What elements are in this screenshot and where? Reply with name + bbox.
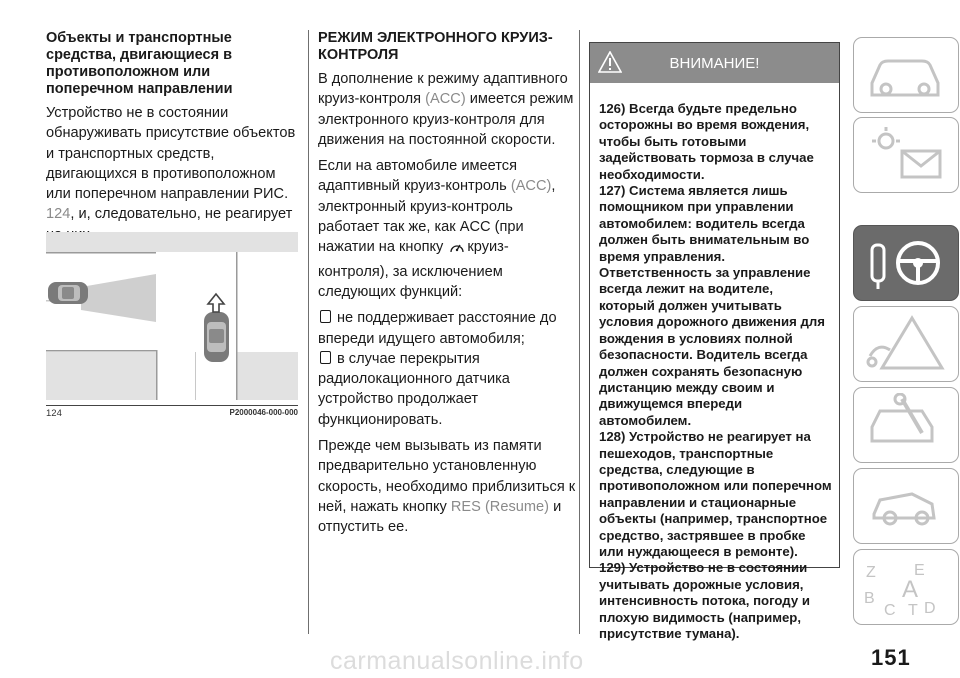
warning-lights-message-icon [862,123,948,185]
road-scene-illustration [46,232,298,400]
warning-body [590,83,839,642]
paragraph-text: Устройство не в состоянии обнаруживать присутствие объектов и транспортных средств, двигающихся в противоположном или поперечном направлении РИС. [46,105,296,203]
section-heading-opposite-objects: Объекты и транспортные средства, двигающиеся в противоположном или поперечном направлении [46,30,233,97]
tab-starting-driving[interactable] [853,225,959,301]
tab-technical-data[interactable] [853,468,959,544]
tab-index[interactable] [853,549,959,625]
column-divider [308,30,309,634]
paragraph-text: круиз-контроля), за исключением следующих функций: [318,239,509,300]
paragraph-text: и отпустить ее. [318,498,562,536]
car-service-wrench-icon [862,393,948,455]
cruise-control-button-icon [449,241,465,261]
left-column [46,30,298,251]
paragraph-text: Если на автомобиле имеется адаптивный круиз-контроль [318,158,518,195]
svg-text:T: T [908,602,918,617]
opposite-objects-paragraph [46,103,298,245]
svg-text:Z: Z [866,564,876,581]
bullet-icon [320,351,331,364]
car-specifications-icon [862,474,948,536]
warning-header [590,43,839,83]
warning-item-127: 127) Система является лишь помощником при управлении автомобилем: водитель всегда должен быть внимательным во время управления. Ответственность за управление всегда лежит на водителе, который должен учитывать условия дорожного движения для вождения в условиях полной безопасности. Водитель всегда должен сохранять безопасную дистанцию между своим и движущемся впереди автомобилем. [599,183,825,428]
warning-item-128: 128) Устройство не реагирует на пешеходов, транспортные средства, следующие в противоположном или поперечном направлении и стационарные объекты (например, транспортное средство, застрявшее в пробке или нуждающееся в ремонте). [599,429,832,559]
cruise-paragraph-2 [318,156,576,302]
figure-124-illustration [46,232,298,400]
svg-text:B: B [864,590,875,607]
tab-warning-lights[interactable] [853,117,959,193]
tab-car-dashboard[interactable] [853,37,959,113]
svg-text:C: C [884,602,896,617]
tab-service-maintenance[interactable] [853,387,959,463]
bullet-item-1 [318,308,576,349]
figure-reference: 124 [46,206,71,223]
bullet-icon [320,310,331,323]
car-dashboard-icon [862,43,948,105]
figure-code: P2000046-000-000 [229,408,298,417]
section-heading-cruise-control: РЕЖИМ ЭЛЕКТРОННОГО КРУИЗ-КОНТРОЛЯ [318,30,553,63]
key-steering-wheel-icon [862,231,948,293]
acc-reference: (ACC) [510,178,552,195]
crossing-car-icon [48,282,88,304]
warning-title: ВНИМАНИЕ! [669,55,760,72]
column-divider [579,30,580,634]
svg-text:D: D [924,600,936,617]
bullet-text: в случае перекрытия радиолокационного датчика устройство продолжает функционировать. [318,350,510,428]
figure-number: 124 [46,408,62,419]
middle-column [318,30,576,544]
page-number: 151 [871,645,911,670]
warning-box [589,42,840,641]
figure-caption [46,405,298,420]
tab-emergency[interactable] [853,306,959,382]
watermark: carmanualsonline.info [330,647,584,675]
paragraph-text: Прежде чем вызывать из памяти предварительно установленную скорость, необходимо приблизиться к ней, нажать кнопку [318,438,576,515]
cruise-paragraph-1 [318,69,576,150]
alphabetical-index-icon [862,555,948,617]
paragraph-text: , и, следовательно, не реагирует [70,206,293,223]
svg-text:A: A [902,576,919,603]
paragraph-text: , электронный круиз-контроль работает так же, как ACC (при нажатии на кнопку [318,178,556,256]
acc-reference: (ACC) [425,91,466,108]
paragraph-text: В дополнение к режиму адаптивного круиз-контроля [318,71,568,108]
emergency-triangle-icon [862,312,948,374]
warning-item-129: 129) Устройство не в состоянии учитывать дорожные условия, интенсивность потока, погоду и плохую видимость (например, присутствие тумана). [599,560,810,641]
bullet-text: не поддерживает расстояние до впереди идущего автомобиля; [318,310,557,347]
warning-item-126: 126) Всегда будьте предельно осторожны во время вождения, чтобы быть готовыми задействовать тормоза в случае необходимости. [599,101,814,182]
bullet-item-2 [318,349,576,430]
paragraph-text: имеется режим электронного круиз-контроля для движения на постоянной скорости. [318,91,574,148]
cruise-paragraph-3 [318,436,576,537]
res-button-reference: RES (Resume) [450,498,550,515]
svg-text:E: E [914,562,925,579]
own-car-icon [204,312,229,362]
